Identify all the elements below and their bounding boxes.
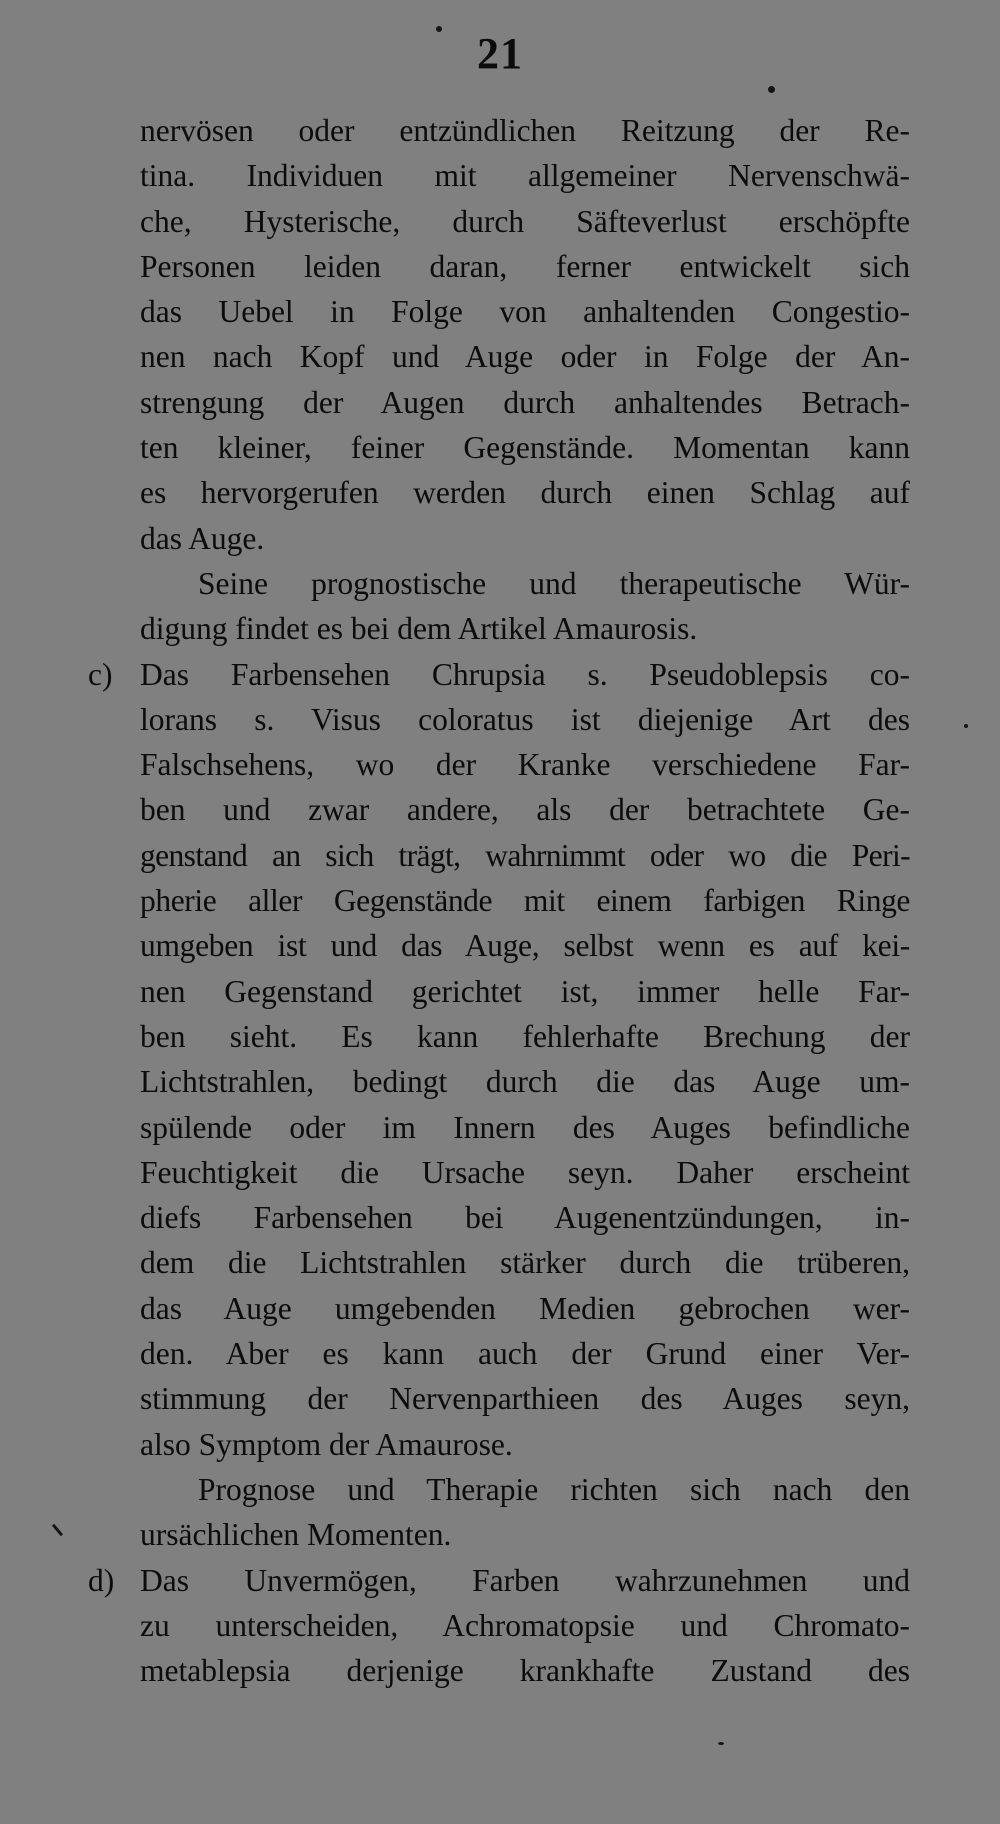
text-line: stimmung der Nervenparthieen des Auges seyn, [140,1381,910,1417]
text-line: lorans s. Visus coloratus ist diejenige Art des [140,701,910,737]
text-line: spülende oder im Innern des Auges befindliche [140,1109,910,1145]
text-line: tina. Individuen mit allgemeiner Nervenschwä- [140,158,910,194]
text-line: Personen leiden daran, ferner entwickelt sich [140,248,910,284]
text-line: strengung der Augen durch anhaltendes Betrach- [140,384,910,420]
text-line: ursächlichen Momenten. [140,1517,452,1553]
text-line [88,1558,910,1603]
paragraph-1 [140,108,910,561]
text-line: umgeben ist und das Auge, selbst wenn es auf kei- [140,928,910,964]
text-line: ben und zwar andere, als der betrachtete Ge- [140,792,910,828]
scan-speck [964,724,968,728]
paragraph-4 [140,1467,910,1558]
text-line: dem die Lichtstrahlen stärker durch die trüberen, [140,1245,910,1281]
text-line-content: Das Farbensehen Chrupsia s. Pseudoblepsis co- [140,656,910,692]
text-line: genstand an sich trägt, wahrnimmt oder wo die Peri- [140,837,910,873]
scan-speck [52,1524,63,1537]
text-line [88,652,910,697]
text-line: pherie aller Gegenstände mit einem farbigen Ringe [140,883,910,919]
text-line: das Uebel in Folge von anhaltenden Congestio- [140,294,910,330]
item-label: d) [88,1562,115,1598]
text-line: Falschsehens, wo der Kranke verschiedene Far- [140,747,910,783]
list-item-c [88,652,910,1467]
text-line: diefs Farbensehen bei Augenentzündungen, in- [140,1200,910,1236]
text-line: metablepsia derjenige krankhafte Zustand des [140,1653,910,1689]
text-line: Lichtstrahlen, bedingt durch die das Auge um- [140,1064,910,1100]
text-line: ten kleiner, feiner Gegenstände. Momentan kann [140,430,910,466]
scan-speck [768,86,775,93]
text-line: ben sieht. Es kann fehlerhafte Brechung der [140,1018,910,1054]
text-line: Prognose und Therapie richten sich nach den [198,1471,910,1507]
text-line: zu unterscheiden, Achromatopsie und Chromato- [140,1607,910,1643]
text-line-content: Das Unvermögen, Farben wahrzunehmen und [140,1562,910,1598]
list-item-d [88,1558,910,1694]
paragraph-2 [140,561,910,652]
text-line: das Auge. [140,520,265,556]
text-line: che, Hysterische, durch Säfteverlust erschöpfte [140,203,910,239]
text-line: Feuchtigkeit die Ursache seyn. Daher erscheint [140,1154,910,1190]
page-number: 21 [477,29,523,78]
scan-speck [718,1742,724,1745]
text-line: das Auge umgebenden Medien gebrochen wer- [140,1290,910,1326]
text-line: Seine prognostische und therapeutische Wür- [198,565,910,601]
text-line: also Symptom der Amaurose. [140,1426,513,1462]
text-line: nen Gegenstand gerichtet ist, immer helle Far- [140,973,910,1009]
text-line: den. Aber es kann auch der Grund einer Ver- [140,1336,910,1372]
text-line: nen nach Kopf und Auge oder in Folge der An- [140,339,910,375]
text-line: digung findet es bei dem Artikel Amaurosis. [140,611,698,647]
scan-speck [436,26,442,32]
text-line: nervösen oder entzündlichen Reitzung der Re- [140,113,910,148]
text-line: es hervorgerufen werden durch einen Schlag auf [140,475,910,511]
item-label: c) [88,656,113,692]
body-text [88,108,910,1693]
